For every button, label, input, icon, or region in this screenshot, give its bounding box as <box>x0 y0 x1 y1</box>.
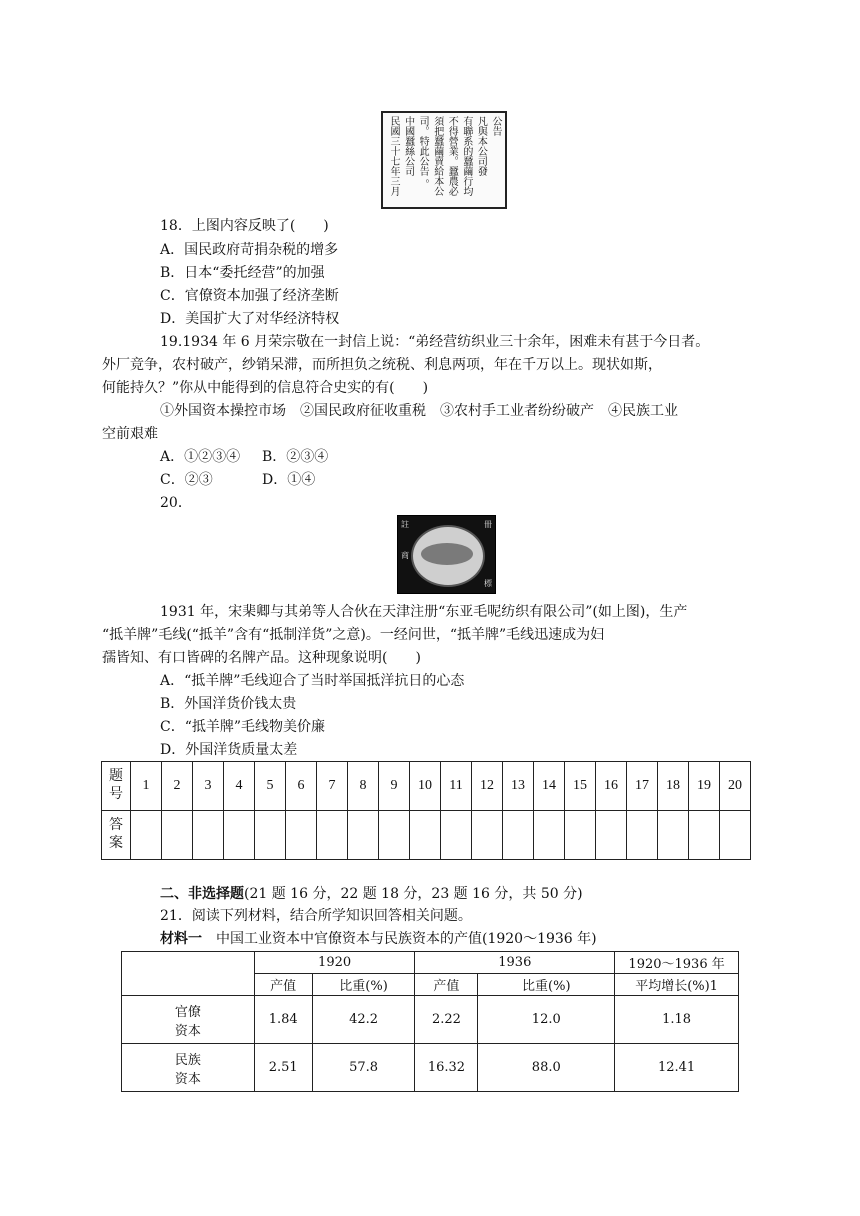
label-char: 号 <box>109 787 123 802</box>
q20-option-d: D．外国洋货质量太差 <box>160 742 298 758</box>
answer-grid <box>101 761 751 860</box>
table-row <box>122 996 739 1044</box>
row-label-line: 资本 <box>174 1023 201 1039</box>
question-number-cell: 13 <box>503 762 534 811</box>
q20-number: 20． <box>160 495 192 511</box>
notice-col: 有聯系的蠶繭行均 <box>460 116 472 196</box>
header-year-1920: 1920 <box>254 952 415 974</box>
q20-option-c: C．“抵羊牌”毛线物美价廉 <box>160 719 326 735</box>
header-period: 1920～1936 年 <box>615 952 739 974</box>
answer-cell[interactable] <box>162 811 193 860</box>
question-number-cell: 16 <box>596 762 627 811</box>
question-number-cell: 10 <box>410 762 441 811</box>
question-number-cell: 15 <box>565 762 596 811</box>
answer-cell[interactable] <box>627 811 658 860</box>
value-cell: 2.51 <box>254 1044 312 1092</box>
question-number-cell: 12 <box>472 762 503 811</box>
subheader-output: 产值 <box>415 974 478 996</box>
q19-line1: 19.1934 年 6 月荣宗敬在一封信上说：“弟经营纺织业三十余年，困难未有甚于今日者。 <box>160 334 710 350</box>
notice-col: 須把蠶繭賣給本公 <box>431 116 443 196</box>
answer-cell[interactable] <box>596 811 627 860</box>
question-number-cell: 14 <box>534 762 565 811</box>
q19-option-b: B．②③④ <box>262 449 329 465</box>
value-cell: 1.18 <box>615 996 739 1044</box>
material-table-corner <box>122 952 255 996</box>
question-number-cell: 2 <box>162 762 193 811</box>
subheader-share: 比重(%) <box>312 974 415 996</box>
section2-title <box>160 884 583 904</box>
header-year-1936: 1936 <box>415 952 615 974</box>
answer-cell[interactable] <box>658 811 689 860</box>
answer-cell[interactable] <box>379 811 410 860</box>
row-label <box>122 996 255 1044</box>
question-number-cell: 6 <box>286 762 317 811</box>
table-row <box>122 1044 739 1092</box>
notice-col: 凡與本公司發 <box>475 116 487 176</box>
q19-option-a: A．①②③④ <box>160 449 241 465</box>
answer-cell[interactable] <box>255 811 286 860</box>
value-cell: 88.0 <box>478 1044 615 1092</box>
material-caption: 中国工业资本中官僚资本与民族资本的产值(1920～1936 年) <box>216 931 597 947</box>
row-label <box>122 1044 255 1092</box>
question-number-cell: 3 <box>193 762 224 811</box>
answer-cell[interactable] <box>503 811 534 860</box>
question-number-cell: 7 <box>317 762 348 811</box>
section2-heading: 二、非选择题 <box>160 886 244 902</box>
question-number-cell: 17 <box>627 762 658 811</box>
answer-cell[interactable] <box>348 811 379 860</box>
q19-items-cont: 空前艰难 <box>102 426 158 442</box>
value-cell: 1.84 <box>254 996 312 1044</box>
value-cell: 12.41 <box>615 1044 739 1092</box>
question-number-cell: 4 <box>224 762 255 811</box>
answer-cell[interactable] <box>131 811 162 860</box>
value-cell: 2.22 <box>415 996 478 1044</box>
q18-option-a: A．国民政府苛捐杂税的增多 <box>160 242 339 258</box>
value-cell: 12.0 <box>478 996 615 1044</box>
answer-grid-label <box>102 762 131 811</box>
q21-stem: 21．阅读下列材料，结合所学知识回答相关问题。 <box>160 908 472 924</box>
question-number-cell: 20 <box>720 762 751 811</box>
question-number-cell: 9 <box>379 762 410 811</box>
material-table <box>121 951 739 1092</box>
q18-stem: 18．上图内容反映了( ) <box>160 218 329 234</box>
question-number-cell: 11 <box>441 762 472 811</box>
answer-grid-label <box>102 811 131 860</box>
answer-cell[interactable] <box>224 811 255 860</box>
row-label-line: 资本 <box>174 1071 201 1087</box>
value-cell: 57.8 <box>312 1044 415 1092</box>
answer-cell[interactable] <box>317 811 348 860</box>
value-cell: 16.32 <box>415 1044 478 1092</box>
answer-cell[interactable] <box>193 811 224 860</box>
answer-cell[interactable] <box>441 811 472 860</box>
q21-material-title <box>160 929 597 949</box>
q19-line3: 何能持久？”你从中能得到的信息符合史实的有( ) <box>102 380 429 396</box>
q20-option-a: A．“抵羊牌”毛线迎合了当时举国抵洋抗日的心态 <box>160 673 465 689</box>
notice-col: 民國三十七年三月 <box>388 116 399 196</box>
q20-line2: “抵羊牌”毛线(“抵羊”含有“抵制洋货”之意)。一经问世，“抵羊牌”毛线迅速成为妇 <box>102 627 605 643</box>
trademark-char: 冊 <box>484 520 492 529</box>
value-cell: 42.2 <box>312 996 415 1044</box>
answer-cell[interactable] <box>286 811 317 860</box>
trademark-image <box>397 515 496 594</box>
answer-cell[interactable] <box>720 811 751 860</box>
answer-cell[interactable] <box>472 811 503 860</box>
question-number-cell: 8 <box>348 762 379 811</box>
answer-grid-answer-row <box>102 811 751 860</box>
material-label: 材料一 <box>160 931 202 947</box>
question-number-cell: 19 <box>689 762 720 811</box>
answer-cell[interactable] <box>534 811 565 860</box>
notice-image <box>381 111 507 209</box>
subheader-share: 比重(%) <box>478 974 615 996</box>
answer-cell[interactable] <box>410 811 441 860</box>
trademark-char: 商 <box>401 551 409 560</box>
q19-items: ①外国资本操控市场 ②国民政府征收重税 ③农村手工业者纷纷破产 ④民族工业 <box>160 403 678 419</box>
notice-col: 中國蠶絲公司 <box>402 116 414 176</box>
trademark-emblem <box>411 525 485 587</box>
subheader-growth: 平均增长(%)1 <box>615 974 739 996</box>
label-char: 案 <box>109 836 123 851</box>
q18-option-b: B．日本“委托经营”的加强 <box>160 265 325 281</box>
q19-option-d: D．①④ <box>262 472 316 488</box>
section2-score-note: (21 题 16 分，22 题 18 分，23 题 16 分，共 50 分) <box>244 886 583 902</box>
answer-cell[interactable] <box>689 811 720 860</box>
notice-col: 公告 <box>489 116 501 136</box>
row-label-line: 民族 <box>174 1052 201 1068</box>
material-table-header-row <box>122 952 739 974</box>
q19-option-c: C．②③ <box>160 472 213 488</box>
label-char: 答 <box>109 818 123 833</box>
q19-line2: 外厂竞争，农村破产，纱销呆滞，而所担负之统税、利息两项，年在千万以上。现状如斯， <box>102 357 662 373</box>
q20-line3: 孺皆知、有口皆碑的名牌产品。这种现象说明( ) <box>102 650 421 666</box>
row-label-line: 官僚 <box>174 1004 201 1020</box>
subheader-output: 产值 <box>254 974 312 996</box>
answer-grid-number-row <box>102 762 751 811</box>
trademark-char: 註 <box>401 520 409 529</box>
q18-option-c: C．官僚资本加强了经济垄断 <box>160 288 339 304</box>
label-char: 题 <box>109 769 123 784</box>
trademark-char: 標 <box>484 579 492 588</box>
q20-line1: 1931 年，宋棐卿与其弟等人合伙在天津注册“东亚毛呢纺织有限公司”(如上图)，生产 <box>160 604 688 620</box>
answer-cell[interactable] <box>565 811 596 860</box>
q18-option-d: D．美国扩大了对华经济特权 <box>160 311 340 327</box>
question-number-cell: 1 <box>131 762 162 811</box>
notice-col: 不得營業。蠶農必 <box>446 116 458 196</box>
question-number-cell: 5 <box>255 762 286 811</box>
question-number-cell: 18 <box>658 762 689 811</box>
q20-option-b: B．外国洋货价钱太贵 <box>160 696 297 712</box>
notice-col: 司。特此公告 。 <box>417 116 429 190</box>
